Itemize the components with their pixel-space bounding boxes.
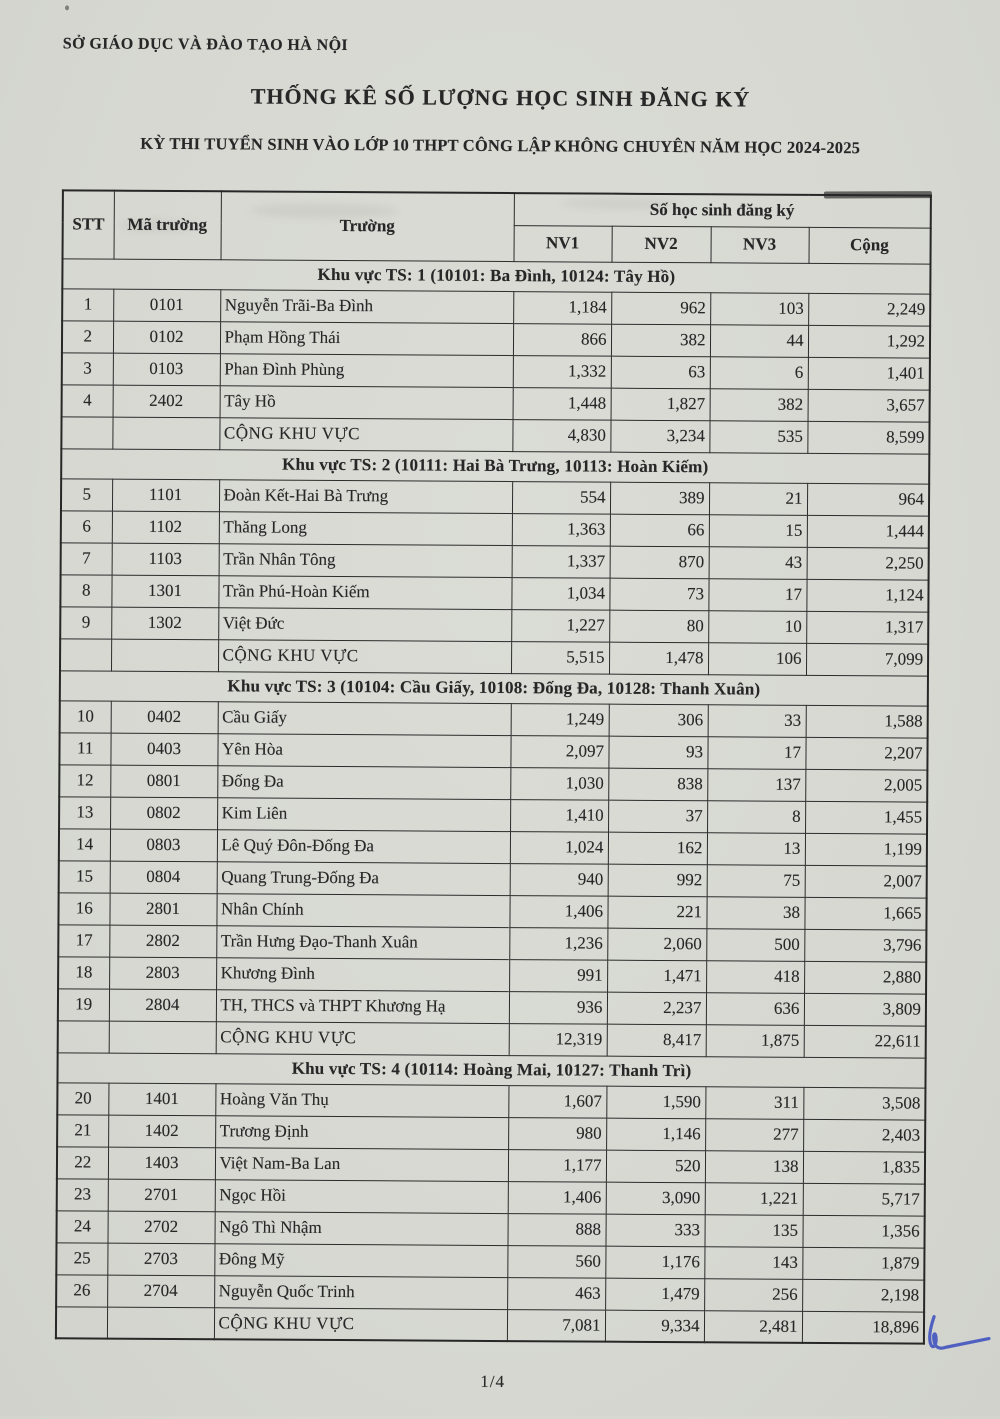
cell-nv1: 1,363 <box>512 513 610 546</box>
table-row <box>60 700 928 737</box>
table-row <box>57 1210 925 1247</box>
table-row <box>59 732 927 769</box>
section-total-row <box>60 638 928 675</box>
cell-nv2: 520 <box>606 1150 705 1183</box>
cell-stt: 13 <box>59 796 110 828</box>
cell-stt: 8 <box>60 574 111 606</box>
cell-nv2: 63 <box>611 356 710 389</box>
section-title: Khu vực TS: 2 (10111: Hai Bà Trưng, 10113: Hoàn Kiếm) <box>61 448 929 483</box>
cell-nv2: 1,479 <box>605 1278 704 1311</box>
table-row <box>58 924 926 961</box>
table-row <box>58 956 926 993</box>
table-row <box>59 828 927 865</box>
cell-total: 2,880 <box>804 961 926 994</box>
cell-stt: 19 <box>58 988 109 1020</box>
cell-total: 1,455 <box>805 801 927 834</box>
cell-nv1-total: 7,081 <box>507 1309 605 1342</box>
cell-stt: 11 <box>59 732 110 764</box>
table-row <box>60 574 928 611</box>
cell-school: Nguyễn Trãi-Ba Đình <box>220 289 513 323</box>
cell-school: Lê Quý Đôn-Đống Đa <box>217 829 510 863</box>
cell-nv2: 80 <box>609 610 708 643</box>
cell-nv2: 1,176 <box>605 1246 704 1279</box>
col-header-stt: STT <box>63 190 114 258</box>
cell-total: 2,403 <box>803 1119 925 1152</box>
cell-total: 1,444 <box>807 515 929 548</box>
cell-total: 964 <box>807 483 929 516</box>
cell-school: Đoàn Kết-Hai Bà Trưng <box>219 479 512 513</box>
cell-school: Yên Hòa <box>217 733 510 767</box>
cell-stt: 24 <box>57 1210 108 1242</box>
cell-nv3: 13 <box>707 832 805 865</box>
table-row <box>57 1114 925 1151</box>
cell-total: 2,198 <box>802 1279 924 1312</box>
cell-code: 1103 <box>112 543 219 576</box>
cell-nv3: 636 <box>706 992 804 1025</box>
cell-nv1-total: 5,515 <box>511 641 609 674</box>
cell-school: Việt Nam-Ba Lan <box>215 1147 508 1181</box>
cell-nv1: 991 <box>509 959 607 992</box>
cell-nv1: 1,024 <box>510 831 608 864</box>
cell-total: 2,250 <box>807 547 929 580</box>
cell-stt: 3 <box>62 352 113 384</box>
cell-nv1: 554 <box>512 481 610 514</box>
cell-stt: 10 <box>60 700 111 732</box>
cell-nv3: 256 <box>704 1278 802 1311</box>
cell-total: 1,356 <box>802 1215 924 1248</box>
col-header-nv3: NV3 <box>711 226 809 263</box>
cell-code: 2704 <box>107 1275 214 1308</box>
table-row <box>56 1242 924 1279</box>
table-row <box>57 1082 925 1119</box>
section-title: Khu vực TS: 3 (10104: Cầu Giấy, 10108: Đống Đa, 10128: Thanh Xuân) <box>60 670 928 705</box>
cell-total: 3,508 <box>803 1087 925 1120</box>
cell-school: Quang Trung-Đống Đa <box>217 861 510 895</box>
cell-nv3-total: 106 <box>708 642 806 675</box>
section-total-row <box>61 416 929 453</box>
cell-nv2: 333 <box>605 1214 704 1247</box>
cell-code: 1402 <box>108 1115 215 1148</box>
cell-school: Trương Định <box>215 1115 508 1149</box>
cell-nv3: 103 <box>710 292 808 325</box>
cell-nv3: 143 <box>704 1246 802 1279</box>
cell-empty <box>109 1021 216 1054</box>
cell-nv3: 43 <box>709 546 807 579</box>
cell-empty <box>60 638 111 670</box>
cell-stt: 15 <box>59 860 110 892</box>
cell-code: 0103 <box>113 353 220 386</box>
cell-nv1-total: 4,830 <box>512 419 610 452</box>
cell-code: 1102 <box>112 511 219 544</box>
cell-school: Nguyễn Quốc Trinh <box>214 1275 507 1309</box>
cell-nv1: 1,406 <box>509 895 607 928</box>
cell-total: 3,657 <box>808 389 930 422</box>
cell-nv3: 8 <box>707 800 805 833</box>
cell-nv1: 1,607 <box>508 1085 606 1118</box>
cell-total: 2,249 <box>808 293 930 326</box>
cell-nv1: 1,034 <box>511 577 609 610</box>
cell-nv2-total: 1,478 <box>609 642 708 675</box>
cell-nv3: 277 <box>705 1118 803 1151</box>
table-row <box>62 320 930 357</box>
cell-nv3: 15 <box>709 514 807 547</box>
cell-nv2: 992 <box>608 864 707 897</box>
cell-nv1: 560 <box>507 1245 605 1278</box>
cell-code: 1401 <box>108 1083 215 1116</box>
cell-nv3: 44 <box>710 324 808 357</box>
table-row <box>62 352 930 389</box>
table-row <box>61 542 929 579</box>
cell-stt: 6 <box>61 510 112 542</box>
cell-code: 1301 <box>111 575 218 608</box>
cell-empty <box>112 417 219 450</box>
cell-total-total: 22,611 <box>804 1025 926 1058</box>
cell-code: 2804 <box>109 989 216 1022</box>
cell-nv1: 1,227 <box>511 609 609 642</box>
cell-code: 0802 <box>110 797 217 830</box>
cell-total: 1,879 <box>802 1247 924 1280</box>
table-row <box>56 1274 924 1311</box>
total-row-label: CỘNG KHU VỰC <box>216 1021 509 1055</box>
cell-school: Cầu Giấy <box>218 701 511 735</box>
cell-empty <box>56 1306 107 1338</box>
cell-nv3: 6 <box>710 356 808 389</box>
cell-stt: 16 <box>58 892 109 924</box>
cell-total-total: 7,099 <box>806 643 928 676</box>
cell-school: Việt Đức <box>218 607 511 641</box>
cell-total-total: 18,896 <box>802 1311 924 1344</box>
cell-empty <box>111 639 218 672</box>
cell-nv3: 75 <box>707 864 805 897</box>
section-total-row <box>58 1020 926 1057</box>
cell-total: 2,007 <box>805 865 927 898</box>
page-subtitle: KỲ THI TUYỂN SINH VÀO LỚP 10 THPT CÔNG LẬP KHÔNG CHUYÊN NĂM HỌC 2024-2025 <box>140 133 861 158</box>
cell-nv3: 33 <box>708 704 806 737</box>
total-row-label: CỘNG KHU VỰC <box>218 639 511 673</box>
table-row <box>59 860 927 897</box>
cell-stt: 12 <box>59 764 110 796</box>
cell-code: 0803 <box>110 829 217 862</box>
cell-school: Đống Đa <box>217 765 510 799</box>
cell-nv1: 2,097 <box>510 735 608 768</box>
cell-code: 2402 <box>113 385 220 418</box>
cell-code: 1403 <box>108 1147 215 1180</box>
cell-stt: 7 <box>61 542 112 574</box>
cell-nv2: 306 <box>609 704 708 737</box>
table-row <box>58 892 926 929</box>
cell-stt: 14 <box>59 828 110 860</box>
cell-nv2: 1,471 <box>607 960 706 993</box>
cell-stt: 17 <box>58 924 109 956</box>
cell-stt: 9 <box>60 606 111 638</box>
cell-stt: 25 <box>56 1242 107 1274</box>
cell-code: 2802 <box>109 925 216 958</box>
cell-nv2-total: 8,417 <box>607 1024 706 1057</box>
cell-total: 1,124 <box>806 579 928 612</box>
cell-nv2-total: 3,234 <box>610 420 709 453</box>
cell-nv1: 888 <box>507 1213 605 1246</box>
cell-school: Ngô Thì Nhậm <box>214 1211 507 1245</box>
cell-nv1: 866 <box>513 323 611 356</box>
cell-code: 2701 <box>108 1179 215 1212</box>
cell-school: Kim Liên <box>217 797 510 831</box>
cell-stt: 20 <box>57 1082 108 1114</box>
cell-empty <box>107 1307 214 1340</box>
cell-nv1: 1,332 <box>513 355 611 388</box>
cell-nv2: 93 <box>608 736 707 769</box>
cell-total: 2,005 <box>805 769 927 802</box>
cell-stt: 18 <box>58 956 109 988</box>
cell-code: 1302 <box>111 607 218 640</box>
cell-nv1: 980 <box>508 1117 606 1150</box>
cell-school: Ngọc Hồi <box>215 1179 508 1213</box>
cell-nv1: 1,236 <box>509 927 607 960</box>
page-number: 1/4 <box>480 1371 506 1392</box>
cell-nv2: 3,090 <box>606 1182 705 1215</box>
cell-nv2: 1,590 <box>606 1086 705 1119</box>
cell-school: Phan Đình Phùng <box>220 353 513 387</box>
cell-code: 0101 <box>113 289 220 322</box>
cell-nv3: 1,221 <box>705 1182 803 1215</box>
cell-nv2: 162 <box>608 832 707 865</box>
cell-total-total: 8,599 <box>807 421 929 454</box>
cell-nv1: 1,177 <box>508 1149 606 1182</box>
total-row-label: CỘNG KHU VỰC <box>214 1307 507 1341</box>
section-title: Khu vực TS: 1 (10101: Ba Đình, 10124: Tây Hồ) <box>62 258 930 293</box>
col-header-nv1: NV1 <box>514 225 612 262</box>
cell-nv3: 17 <box>707 736 805 769</box>
cell-nv1: 1,184 <box>513 291 611 324</box>
section-title: Khu vực TS: 4 (10114: Hoàng Mai, 10127: Thanh Trì) <box>57 1052 925 1087</box>
cell-nv3: 137 <box>707 768 805 801</box>
cell-school: Tây Hồ <box>220 385 513 419</box>
cell-nv1: 463 <box>507 1277 605 1310</box>
cell-school: TH, THCS và THPT Khương Hạ <box>216 989 509 1023</box>
cell-total: 1,317 <box>806 611 928 644</box>
table-row <box>57 1146 925 1183</box>
cell-nv3: 38 <box>706 896 804 929</box>
page-title: THỐNG KÊ SỐ LƯỢNG HỌC SINH ĐĂNG KÝ <box>250 83 751 112</box>
cell-code: 2803 <box>109 957 216 990</box>
cell-school: Trần Hưng Đạo-Thanh Xuân <box>216 925 509 959</box>
cell-nv2: 2,060 <box>607 928 706 961</box>
cell-nv1-total: 12,319 <box>509 1023 607 1056</box>
cell-total: 1,588 <box>806 705 928 738</box>
table-row <box>61 478 929 515</box>
cell-code: 0402 <box>111 701 218 734</box>
cell-nv2: 1,146 <box>606 1118 705 1151</box>
cell-nv2: 389 <box>610 482 709 515</box>
cell-nv1: 940 <box>510 863 608 896</box>
cell-school: Khương Đình <box>216 957 509 991</box>
cell-nv2: 838 <box>608 768 707 801</box>
cell-nv2-total: 9,334 <box>605 1310 704 1343</box>
cell-nv3: 418 <box>706 960 804 993</box>
cell-empty <box>61 416 112 448</box>
cell-school: Hoàng Văn Thụ <box>215 1083 508 1117</box>
cell-total: 3,809 <box>804 993 926 1026</box>
cell-code: 0102 <box>113 321 220 354</box>
table-row <box>62 384 930 421</box>
cell-school: Trần Nhân Tông <box>219 543 512 577</box>
cell-stt: 23 <box>57 1178 108 1210</box>
cell-nv1: 936 <box>509 991 607 1024</box>
col-header-code: Mã trường <box>114 191 221 260</box>
cell-code: 1101 <box>112 479 219 512</box>
cell-nv1: 1,030 <box>510 767 608 800</box>
cell-school: Phạm Hồng Thái <box>220 321 513 355</box>
cell-nv3: 17 <box>708 578 806 611</box>
cell-code: 0801 <box>110 765 217 798</box>
cell-nv1: 1,337 <box>512 545 610 578</box>
col-header-group: Số học sinh đăng ký <box>514 193 931 228</box>
cell-total: 1,665 <box>804 897 926 930</box>
cell-school: Thăng Long <box>219 511 512 545</box>
col-header-nv2: NV2 <box>612 226 711 263</box>
agency-name: SỞ GIÁO DỤC VÀ ĐÀO TẠO HÀ NỘI <box>62 35 349 55</box>
cell-nv3: 21 <box>709 482 807 515</box>
cell-school: Trần Phú-Hoàn Kiếm <box>218 575 511 609</box>
cell-nv2: 1,827 <box>611 388 710 421</box>
cell-nv2: 870 <box>610 546 709 579</box>
cell-nv1: 1,249 <box>511 703 609 736</box>
total-row-label: CỘNG KHU VỰC <box>219 417 512 451</box>
cell-nv3: 135 <box>704 1214 802 1247</box>
cell-stt: 1 <box>62 288 113 320</box>
cell-nv2: 2,237 <box>607 992 706 1025</box>
cell-nv2: 73 <box>609 578 708 611</box>
cell-nv1: 1,448 <box>513 387 611 420</box>
cell-nv3: 10 <box>708 610 806 643</box>
cell-code: 0804 <box>110 861 217 894</box>
cell-school: Đông Mỹ <box>214 1243 507 1277</box>
registration-table <box>55 189 932 1344</box>
cell-code: 2801 <box>109 893 216 926</box>
cell-nv2: 382 <box>611 324 710 357</box>
cell-nv3-total: 1,875 <box>706 1024 804 1057</box>
signature-ink-mark <box>919 1313 993 1369</box>
cell-stt: 26 <box>56 1274 107 1306</box>
cell-nv3: 500 <box>706 928 804 961</box>
cell-total: 2,207 <box>805 737 927 770</box>
cell-total: 1,401 <box>808 357 930 390</box>
cell-stt: 2 <box>62 320 113 352</box>
cell-code: 0403 <box>110 733 217 766</box>
cell-stt: 22 <box>57 1146 108 1178</box>
cell-code: 2702 <box>108 1211 215 1244</box>
cell-nv2: 962 <box>611 292 710 325</box>
table-row <box>62 288 930 325</box>
cell-nv2: 221 <box>607 896 706 929</box>
cell-stt: 4 <box>62 384 113 416</box>
table-row <box>61 510 929 547</box>
scan-speck <box>65 5 69 10</box>
cell-nv3: 311 <box>705 1086 803 1119</box>
cell-total: 1,835 <box>803 1151 925 1184</box>
section-total-row <box>56 1306 924 1343</box>
cell-nv3-total: 535 <box>709 420 807 453</box>
cell-nv2: 66 <box>610 514 709 547</box>
table-row <box>58 988 926 1025</box>
table-row <box>57 1178 925 1215</box>
table-header-row <box>63 190 931 227</box>
cell-code: 2703 <box>107 1243 214 1276</box>
cell-nv2: 37 <box>608 800 707 833</box>
cell-nv3: 382 <box>710 388 808 421</box>
cell-stt: 5 <box>61 478 112 510</box>
cell-nv3: 138 <box>705 1150 803 1183</box>
cell-total: 1,199 <box>805 833 927 866</box>
table-row <box>59 764 927 801</box>
cell-stt: 21 <box>57 1114 108 1146</box>
cell-nv3-total: 2,481 <box>704 1310 802 1343</box>
col-header-total: Cộng <box>808 227 930 264</box>
table-row <box>59 796 927 833</box>
cell-total: 3,796 <box>804 929 926 962</box>
cell-nv1: 1,410 <box>510 799 608 832</box>
table-row <box>60 606 928 643</box>
cell-empty <box>58 1020 109 1052</box>
col-header-school: Trường <box>221 191 514 261</box>
cell-total: 1,292 <box>808 325 930 358</box>
cell-nv1: 1,406 <box>508 1181 606 1214</box>
cell-school: Nhân Chính <box>216 893 509 927</box>
cell-total: 5,717 <box>803 1183 925 1216</box>
